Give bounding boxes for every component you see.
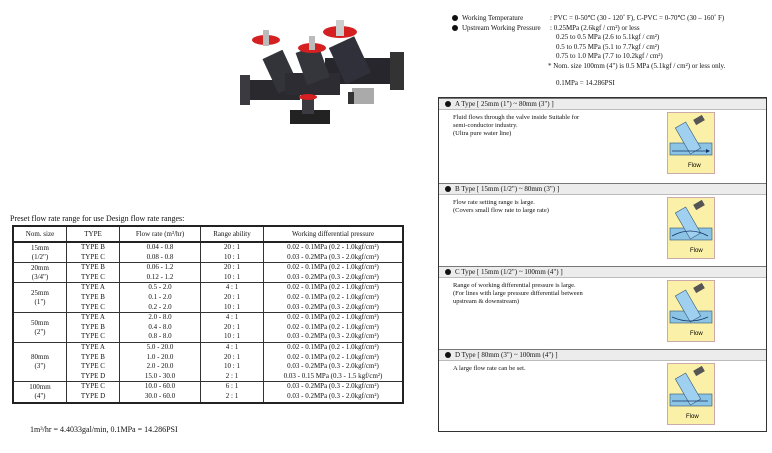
type-a-block xyxy=(439,98,766,183)
nom-size-mm: 50mm xyxy=(31,318,49,327)
nom-size-inch: (2") xyxy=(34,327,46,336)
bullet-icon xyxy=(445,352,451,358)
nom-size-mm: 80mm xyxy=(31,353,49,362)
flow-rate-cell: 0.06 - 1.2 xyxy=(120,263,201,273)
type-a-desc-3: (Ultra pure water line) xyxy=(453,130,512,137)
type-cell: TYPE B xyxy=(67,353,120,363)
range-ability-cell: 20 : 1 xyxy=(201,293,264,303)
nom-size-cell xyxy=(13,263,67,283)
nom-size-inch: (3/4") xyxy=(31,272,49,281)
valve-product-photo xyxy=(240,18,410,138)
range-ability-cell: 10 : 1 xyxy=(201,362,264,372)
flow-rate-cell: 0.08 - 0.8 xyxy=(120,253,201,263)
type-c-block xyxy=(439,266,766,349)
range-ability-cell: 2 : 1 xyxy=(201,392,264,403)
pressure-cell: 0.02 - 0.1MPa (0.2 - 1.0kgf/cm²) xyxy=(264,263,404,273)
range-ability-cell: 10 : 1 xyxy=(201,253,264,263)
bullet-icon xyxy=(452,15,458,21)
flow-rate-cell: 1.0 - 20.0 xyxy=(120,353,201,363)
flow-rate-cell: 30.0 - 60.0 xyxy=(120,392,201,403)
valve-diagram-icon xyxy=(668,198,714,258)
type-b-diagram xyxy=(667,197,715,259)
header-flow-rate: Flow rate (m³/hr) xyxy=(120,226,201,242)
valve-diagram-icon xyxy=(668,113,714,173)
type-cell: TYPE B xyxy=(67,263,120,273)
flow-label: Flow xyxy=(688,163,701,169)
table-footnote: 1m³/hr = 4.4033gal/min, 0.1MPa = 14.286PSI xyxy=(30,425,178,434)
nom-size-cell xyxy=(13,313,67,343)
type-cell: TYPE B xyxy=(67,293,120,303)
table-row xyxy=(13,283,403,293)
flow-rate-cell: 0.12 - 1.2 xyxy=(120,273,201,283)
table-row xyxy=(13,392,403,403)
type-d-diagram xyxy=(667,363,715,425)
range-ability-cell: 10 : 1 xyxy=(201,303,264,313)
pressure-cell: 0.02 - 0.1MPa (0.2 - 1.0kgf/cm²) xyxy=(264,342,404,352)
table-row xyxy=(13,293,403,303)
type-a-desc-1: Fluid flows through the valve inside Suitable for xyxy=(453,114,580,121)
nom-size-mm: 20mm xyxy=(31,263,49,272)
table-row xyxy=(13,263,403,273)
flow-label: Flow xyxy=(690,248,703,254)
valve-types-panel xyxy=(438,97,767,432)
type-c-diagram xyxy=(667,280,715,342)
pressure-line-1: : 0.25MPa (2.6kgf / cm²) or less xyxy=(550,23,640,32)
type-cell: TYPE C xyxy=(67,382,120,392)
pressure-cell: 0.02 - 0.1MPa (0.2 - 1.0kgf/cm²) xyxy=(264,242,404,253)
type-a-desc-2: semi-conductor industry. xyxy=(453,122,518,129)
table-row xyxy=(13,303,403,313)
valve-diagram-icon xyxy=(668,281,714,341)
type-a-header: A Type [ 25mm (1") ~ 80mm (3") ] xyxy=(455,100,554,108)
header-working-pressure: Working differential pressure xyxy=(264,226,404,242)
table-header-row xyxy=(13,226,403,242)
range-ability-cell: 10 : 1 xyxy=(201,273,264,283)
nom-size-mm: 100mm xyxy=(29,382,51,391)
type-cell: TYPE A xyxy=(67,313,120,323)
flow-rate-cell: 15.0 - 30.0 xyxy=(120,372,201,382)
type-a-diagram xyxy=(667,112,715,174)
nom-size-mm: 15mm xyxy=(31,243,49,252)
nom-size-inch: (1") xyxy=(34,297,46,306)
pressure-cell: 0.03 - 0.2MPa (0.3 - 2.0kgf/cm²) xyxy=(264,362,404,372)
table-row xyxy=(13,323,403,333)
pressure-cell: 0.03 - 0.2MPa (0.3 - 2.0kgf/cm²) xyxy=(264,332,404,342)
flow-label: Flow xyxy=(686,414,699,420)
type-d-desc-1: A large flow rate can be set. xyxy=(453,365,526,372)
pressure-cell: 0.02 - 0.1MPa (0.2 - 1.0kgf/cm²) xyxy=(264,353,404,363)
pressure-cell: 0.03 - 0.15 MPa (0.3 - 1.5 kgf/cm²) xyxy=(264,372,404,382)
working-temperature-row xyxy=(452,14,762,24)
range-ability-cell: 2 : 1 xyxy=(201,372,264,382)
flow-rate-cell: 0.04 - 0.8 xyxy=(120,242,201,253)
type-b-desc-1: Flow rate setting range is large. xyxy=(453,199,535,206)
range-ability-cell: 20 : 1 xyxy=(201,242,264,253)
header-nom-size: Nom. size xyxy=(13,226,67,242)
pressure-cell: 0.02 - 0.1MPa (0.2 - 1.0kgf/cm²) xyxy=(264,293,404,303)
pressure-cell: 0.02 - 0.1MPa (0.2 - 1.0kgf/cm²) xyxy=(264,313,404,323)
type-d-block xyxy=(439,349,766,431)
type-c-desc-3: upstream & downstream) xyxy=(453,298,520,305)
pressure-cell: 0.03 - 0.2MPa (0.3 - 2.0kgf/cm²) xyxy=(264,303,404,313)
flow-rate-cell: 0.2 - 2.0 xyxy=(120,303,201,313)
pressure-conversion: 0.1MPa = 14.286PSI xyxy=(556,79,615,87)
range-ability-cell: 4 : 1 xyxy=(201,313,264,323)
table-row xyxy=(13,242,403,253)
type-b-desc-2: (Covers small flow rate to large rate) xyxy=(453,207,549,214)
type-cell: TYPE B xyxy=(67,323,120,333)
pressure-cell: 0.03 - 0.2MPa (0.3 - 2.0kgf/cm²) xyxy=(264,392,404,403)
range-ability-cell: 20 : 1 xyxy=(201,323,264,333)
table-row xyxy=(13,253,403,263)
header-type: TYPE xyxy=(67,226,120,242)
flow-rate-cell: 2.0 - 20.0 xyxy=(120,362,201,372)
pressure-cell: 0.02 - 0.1MPa (0.2 - 1.0kgf/cm²) xyxy=(264,283,404,293)
type-cell: TYPE C xyxy=(67,253,120,263)
range-ability-cell: 20 : 1 xyxy=(201,353,264,363)
flow-rate-cell: 0.8 - 8.0 xyxy=(120,332,201,342)
nom-size-cell xyxy=(13,382,67,403)
size-note: * Nom. size 100mm (4") is 0.5 MPa (5.1kgf / cm²) or less only. xyxy=(548,61,726,70)
type-b-block xyxy=(439,183,766,266)
temp-label: Working Temperature xyxy=(462,14,524,22)
pressure-cell: 0.02 - 0.1MPa (0.2 - 1.0kgf/cm²) xyxy=(264,323,404,333)
nom-size-inch: (4") xyxy=(34,391,46,400)
type-c-header: C Type [ 15mm (1/2") ~ 100mm (4") ] xyxy=(455,268,563,276)
table-caption: Preset flow rate range for use Design flow rate ranges: xyxy=(10,214,185,223)
range-ability-cell: 4 : 1 xyxy=(201,342,264,352)
range-ability-cell: 10 : 1 xyxy=(201,332,264,342)
type-cell: TYPE C xyxy=(67,303,120,313)
type-cell: TYPE D xyxy=(67,372,120,382)
bullet-icon xyxy=(452,25,458,31)
type-b-header: B Type [ 15mm (1/2") ~ 80mm (3") ] xyxy=(455,185,560,193)
flow-label: Flow xyxy=(690,331,703,337)
type-cell: TYPE C xyxy=(67,273,120,283)
table-row xyxy=(13,353,403,363)
nom-size-mm: 25mm xyxy=(31,288,49,297)
flow-rate-cell: 0.4 - 8.0 xyxy=(120,323,201,333)
nom-size-cell xyxy=(13,342,67,381)
flow-rate-cell: 0.5 - 2.0 xyxy=(120,283,201,293)
valve-diagram-icon xyxy=(668,364,714,424)
type-c-desc-1: Range of working differential pressure is large. xyxy=(453,282,576,289)
pressure-cell: 0.03 - 0.2MPa (0.3 - 2.0kgf/cm²) xyxy=(264,273,404,283)
nom-size-cell xyxy=(13,242,67,263)
type-cell: TYPE C xyxy=(67,362,120,372)
flow-rate-cell: 10.0 - 60.0 xyxy=(120,382,201,392)
pressure-line-2: 0.25 to 0.5 MPa (2.6 to 5.1kgf / cm²) xyxy=(556,33,660,41)
bullet-icon xyxy=(445,101,451,107)
table-row xyxy=(13,372,403,382)
nom-size-inch: (3") xyxy=(34,362,46,371)
table-row xyxy=(13,313,403,323)
nom-size-cell xyxy=(13,283,67,313)
range-ability-cell: 6 : 1 xyxy=(201,382,264,392)
type-cell: TYPE A xyxy=(67,283,120,293)
specifications xyxy=(452,14,762,89)
table-row xyxy=(13,332,403,342)
flow-rate-cell: 5.0 - 20.0 xyxy=(120,342,201,352)
temp-value: : PVC = 0-50℃ (30 - 120˚ F), C-PVC = 0-70℃ (30 – 160˚ F) xyxy=(550,14,725,22)
table-row xyxy=(13,273,403,283)
pressure-cell: 0.03 - 0.2MPa (0.3 - 2.0kgf/cm²) xyxy=(264,253,404,263)
header-range-ability: Range ability xyxy=(201,226,264,242)
range-ability-cell: 4 : 1 xyxy=(201,283,264,293)
pressure-label: Upstream Working Pressure xyxy=(462,23,541,32)
type-d-header: D Type [ 80mm (3") ~ 100mm (4") ] xyxy=(455,351,558,359)
type-cell: TYPE C xyxy=(67,332,120,342)
type-cell: TYPE B xyxy=(67,242,120,253)
bullet-icon xyxy=(445,186,451,192)
table-row xyxy=(13,362,403,372)
flow-rate-table xyxy=(12,225,404,404)
pressure-line-4: 0.75 to 1.0 MPa (7.7 to 10.2kgf / cm²) xyxy=(556,52,663,60)
table-row xyxy=(13,342,403,352)
type-cell: TYPE A xyxy=(67,342,120,352)
pressure-cell: 0.03 - 0.2MPa (0.3 - 2.0kgf/cm²) xyxy=(264,382,404,392)
upstream-pressure-row xyxy=(452,24,762,34)
type-cell: TYPE D xyxy=(67,392,120,403)
type-c-desc-2: (For lines with large pressure differential between xyxy=(453,290,583,297)
flow-rate-cell: 2.0 - 8.0 xyxy=(120,313,201,323)
table-row xyxy=(13,382,403,392)
pressure-line-3: 0.5 to 0.75 MPa (5.1 to 7.7kgf / cm²) xyxy=(556,42,660,51)
bullet-icon xyxy=(445,269,451,275)
flow-rate-cell: 0.1 - 2.0 xyxy=(120,293,201,303)
nom-size-inch: (1/2") xyxy=(31,252,49,261)
range-ability-cell: 20 : 1 xyxy=(201,263,264,273)
